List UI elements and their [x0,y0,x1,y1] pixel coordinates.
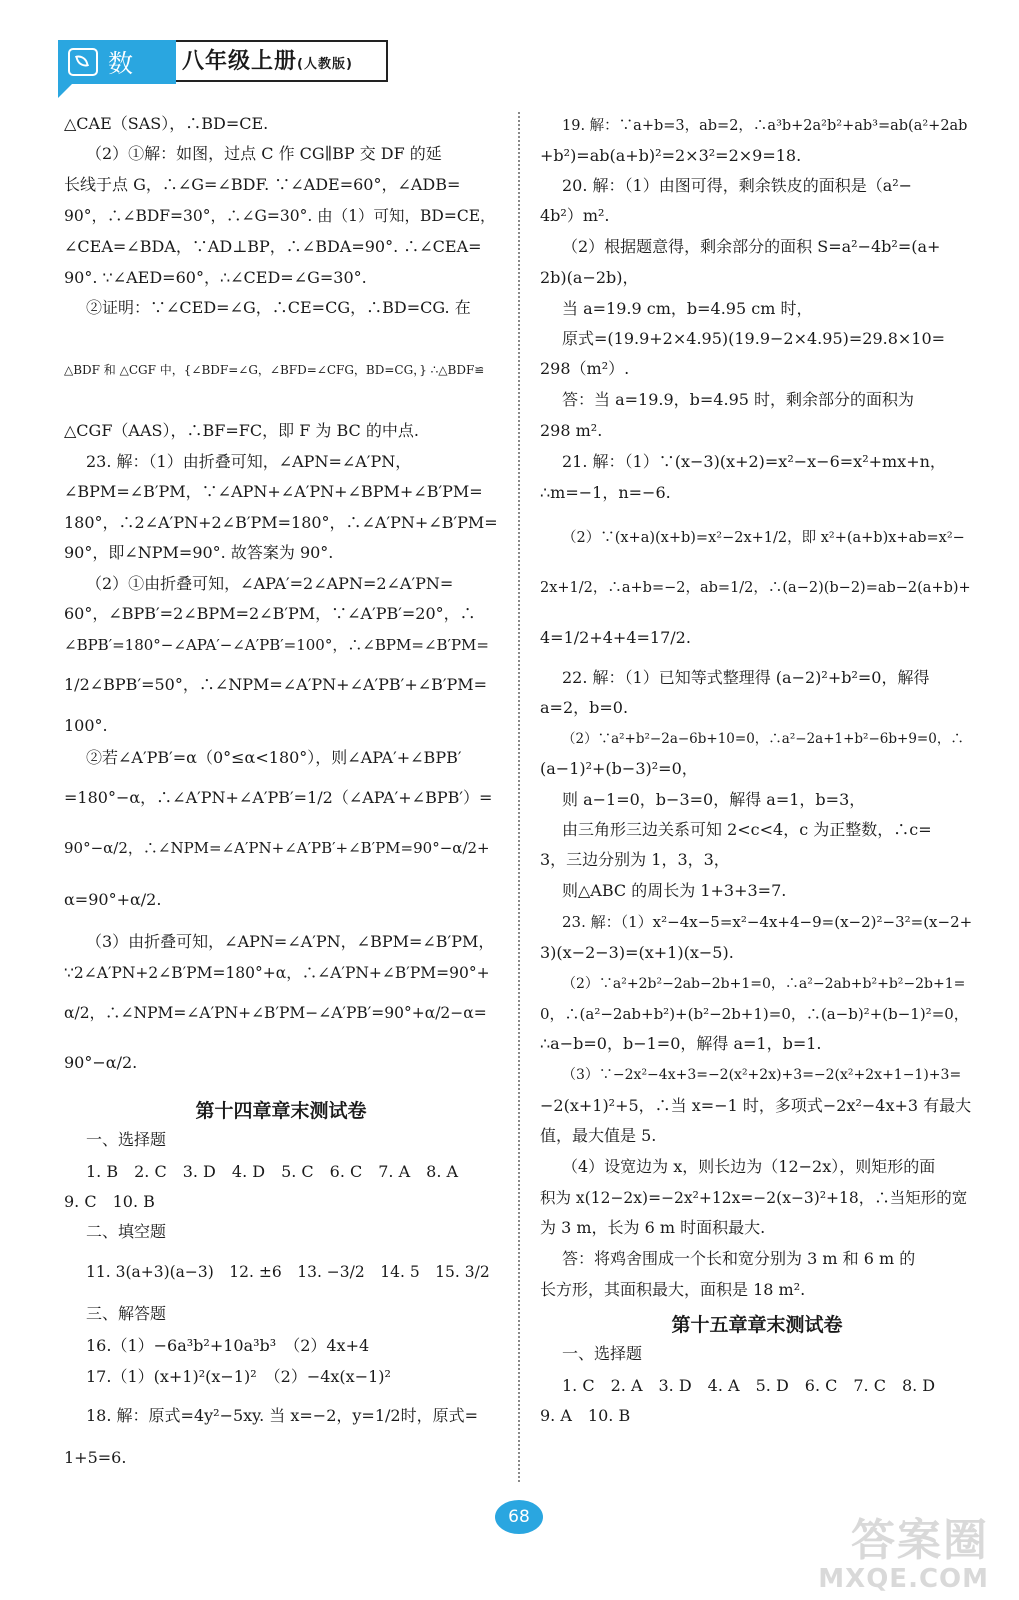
answer-line: 9. A 10. B [540,1406,631,1425]
answer-line: ∴m=−1，n=−6. [540,483,671,502]
answer-line: ∠CEA=∠BDA，∵AD⊥BP，∴∠BDA=90°. ∴∠CEA= [64,237,482,256]
answer-line: 1/2∠BPB′=50°，∴∠NPM=∠A′PN+∠A′PB′+∠B′PM= [64,675,488,694]
chapter-15-test-title: 第十五章章末测试卷 [671,1314,843,1336]
answer-line: （2）∵a²+b²−2a−6b+10=0，∴a²−2a+1+b²−6b+9=0，∴ [562,731,964,747]
section-label: 一、选择题 [86,1130,167,1149]
answer-line: 4=1/2+4+4=17/2. [540,628,691,647]
answer-line: （2）∵(x+a)(x+b)=x²−2x+1/2，即 x²+(a+b)x+ab=x²− [562,530,965,546]
answer-line: 20. 解：（1）由图可得，剩余铁皮的面积是（a²− [562,176,913,195]
answer-line: 0，∴(a²−2ab+b²)+(b²−2b+1)=0，∴(a−b)²+(b−1)²=0， [540,1005,969,1023]
answer-line: 长线于点 G，∴∠G=∠BDF. ∵∠ADE=60°，∠ADB= [64,175,461,194]
answer-line: 1. C 2. A 3. D 4. A 5. D 6. C 7. C 8. D [562,1376,936,1395]
answer-line: 19. 解：∵a+b=3，ab=2，∴a³b+2a²b²+ab³=ab(a²+2ab [562,118,968,134]
answer-line: （2）①解：如图，过点 C 作 CG∥BP 交 DF 的延 [86,144,442,163]
answer-line: 2x+1/2，∴a+b=−2，ab=1/2，∴(a−2)(b−2)=ab−2(a+b)+ [540,580,971,596]
answer-line: 23. 解：（1）x²−4x−5=x²−4x+4−9=(x−2)²−3²=(x−2+ [562,913,973,931]
answer-line: 3，三边分别为 1，3，3， [540,850,730,869]
answer-line: △BDF 和 △CGF 中，{∠BDF=∠G，∠BFD=∠CFG，BD=CG，} ∴△BDF≌ [64,363,485,377]
page-number: 68 [495,1500,543,1534]
watermark-url: MXQE.COM [818,1564,989,1594]
answer-line: △CAE（SAS），∴BD=CE. [64,114,269,133]
answer-line: 22. 解：（1）已知等式整理得 (a−2)²+b²=0，解得 [562,668,930,687]
chapter-14-test-title: 第十四章章末测试卷 [195,1100,367,1122]
answer-line: ∠BPB′=180°−∠APA′−∠A′PB′=100°，∴∠BPM=∠B′PM= [64,636,489,654]
answer-line: （4）设宽边为 x，则长边为（12−2x），则矩形的面 [562,1157,936,1176]
answer-line: 180°，∴2∠A′PN+2∠B′PM=180°，∴∠A′PN+∠B′PM= [64,513,498,532]
answer-line: 则 a−1=0，b−3=0，解得 a=1，b=3， [562,790,866,809]
answer-line: 17.（1）(x+1)²(x−1)² （2）−4x(x−1)² [86,1367,391,1386]
answer-line: 11. 3(a+3)(a−3) 12. ±6 13. −3/2 14. 5 15. 3/2 [86,1263,490,1281]
answer-line: （2）根据题意得，剩余部分的面积 S=a²−4b²=(a+ [562,237,941,256]
section-label: 二、填空题 [86,1222,167,1241]
answer-line: 90°−α/2，∴∠NPM=∠A′PN+∠A′PB′+∠B′PM=90°−α/2+ [64,839,490,857]
leaf-logo-icon [68,48,98,76]
answer-line: a=2，b=0. [540,698,629,717]
answer-line: −2(x+1)²+5，∴当 x=−1 时，多项式−2x²−4x+3 有最大 [540,1096,972,1115]
header-grade [182,44,353,75]
section-label: 三、解答题 [86,1304,167,1323]
answer-line: 由三角形三边关系可知 2<c<4，c 为正整数，∴c= [562,820,932,839]
answer-line: 18. 解：原式=4y²−5xy. 当 x=−2，y=1/2时，原式= [86,1406,478,1425]
answer-line: ∵2∠A′PN+2∠B′PM=180°+α，∴∠A′PN+∠B′PM=90°+ [64,964,490,982]
answer-line: (a−1)²+(b−3)²=0， [540,759,698,778]
column-divider [518,112,520,1482]
answer-line: 90°，∴∠BDF=30°，∴∠G=30°. 由（1）可知，BD=CE， [64,207,496,225]
header-edition: (人教版) [297,57,353,72]
answer-line: 16.（1）−6a³b²+10a³b³ （2）4x+4 [86,1336,370,1355]
answer-line: （2）∵a²+2b²−2ab−2b+1=0，∴a²−2ab+b²+b²−2b+1= [562,976,966,992]
answer-line: 9. C 10. B [64,1192,155,1211]
answer-line: 90°. ∵∠AED=60°，∴∠CED=∠G=30°. [64,268,367,287]
answer-line: ∴a−b=0，b−1=0，解得 a=1，b=1. [540,1034,822,1053]
answer-line: △CGF（AAS），∴BF=FC，即 F 为 BC 的中点. [64,421,419,440]
answer-line: ∠BPM=∠B′PM，∵∠APN+∠A′PN+∠BPM+∠B′PM= [64,482,483,501]
answer-line: 则△ABC 的周长为 1+3+3=7. [562,881,787,900]
answer-line: 298 m². [540,421,603,440]
answer-line: α/2，∴∠NPM=∠A′PN+∠B′PM−∠A′PB′=90°+α/2−α= [64,1004,487,1022]
answer-line: 为 3 m，长为 6 m 时面积最大. [540,1218,766,1237]
answer-line: 答：当 a=19.9，b=4.95 时，剩余部分的面积为 [562,390,915,409]
answer-line: 1. B 2. C 3. D 4. D 5. C 6. C 7. A 8. A [86,1162,459,1181]
answer-line: α=90°+α/2. [64,890,162,909]
answer-line: 长方形，其面积最大，面积是 18 m². [540,1280,806,1299]
answer-line: =180°−α，∴∠A′PN+∠A′PB′=1/2（∠APA′+∠BPB′）= [64,788,493,807]
watermark-logo-text: 答案圈 [851,1515,989,1566]
answer-line: 积为 x(12−2x)=−2x²+12x=−2(x−3)²+18，∴当矩形的宽 [540,1189,968,1207]
answer-line: 当 a=19.9 cm，b=4.95 cm 时， [562,299,813,318]
answer-line: 原式=(19.9+2×4.95)(19.9−2×4.95)=29.8×10= [562,329,946,348]
header-banner-tail [58,84,72,98]
answer-line: +b²)=ab(a+b)²=2×3²=2×9=18. [540,146,802,165]
header-subject: 数学 [108,49,136,114]
answer-line: 值，最大值是 5. [540,1126,657,1145]
answer-line: 答：将鸡舍围成一个长和宽分别为 3 m 和 6 m 的 [562,1249,916,1268]
answer-line: 2b)(a−2b)， [540,268,639,287]
site-watermark [809,1504,989,1594]
answer-line: 90°−α/2. [64,1053,138,1072]
section-label: 一、选择题 [562,1344,643,1363]
answer-line: （3）∵−2x²−4x+3=−2(x²+2x)+3=−2(x²+2x+1−1)+3= [562,1067,962,1083]
answer-line: 23. 解：（1）由折叠可知，∠APN=∠A′PN， [86,452,412,471]
answer-line: 60°，∠BPB′=2∠BPM=2∠B′PM，∵∠A′PB′=20°，∴ [64,604,476,623]
answer-line: 3)(x−2−3)=(x+1)(x−5). [540,943,734,962]
answer-line: 1+5=6. [64,1448,127,1467]
answer-line: 298（m²）. [540,359,630,378]
header-grade-text: 八年级上册 [182,49,298,74]
answer-line: ②证明：∵∠CED=∠G，∴CE=CG，∴BD=CG. 在 [86,298,471,317]
answer-line: 4b²）m². [540,206,610,225]
answer-line: （3）由折叠可知，∠APN=∠A′PN，∠BPM=∠B′PM， [86,932,495,951]
answer-line: 21. 解：（1）∵(x−3)(x+2)=x²−x−6=x²+mx+n， [562,452,946,471]
answer-line: 100°. [64,716,108,735]
answer-line: （2）①由折叠可知，∠APA′=2∠APN=2∠A′PN= [86,574,454,593]
answer-line: ②若∠A′PB′=α（0°≤α<180°），则∠APA′+∠BPB′ [86,748,462,767]
answer-line: 90°，即∠NPM=90°. 故答案为 90°. [64,543,334,562]
